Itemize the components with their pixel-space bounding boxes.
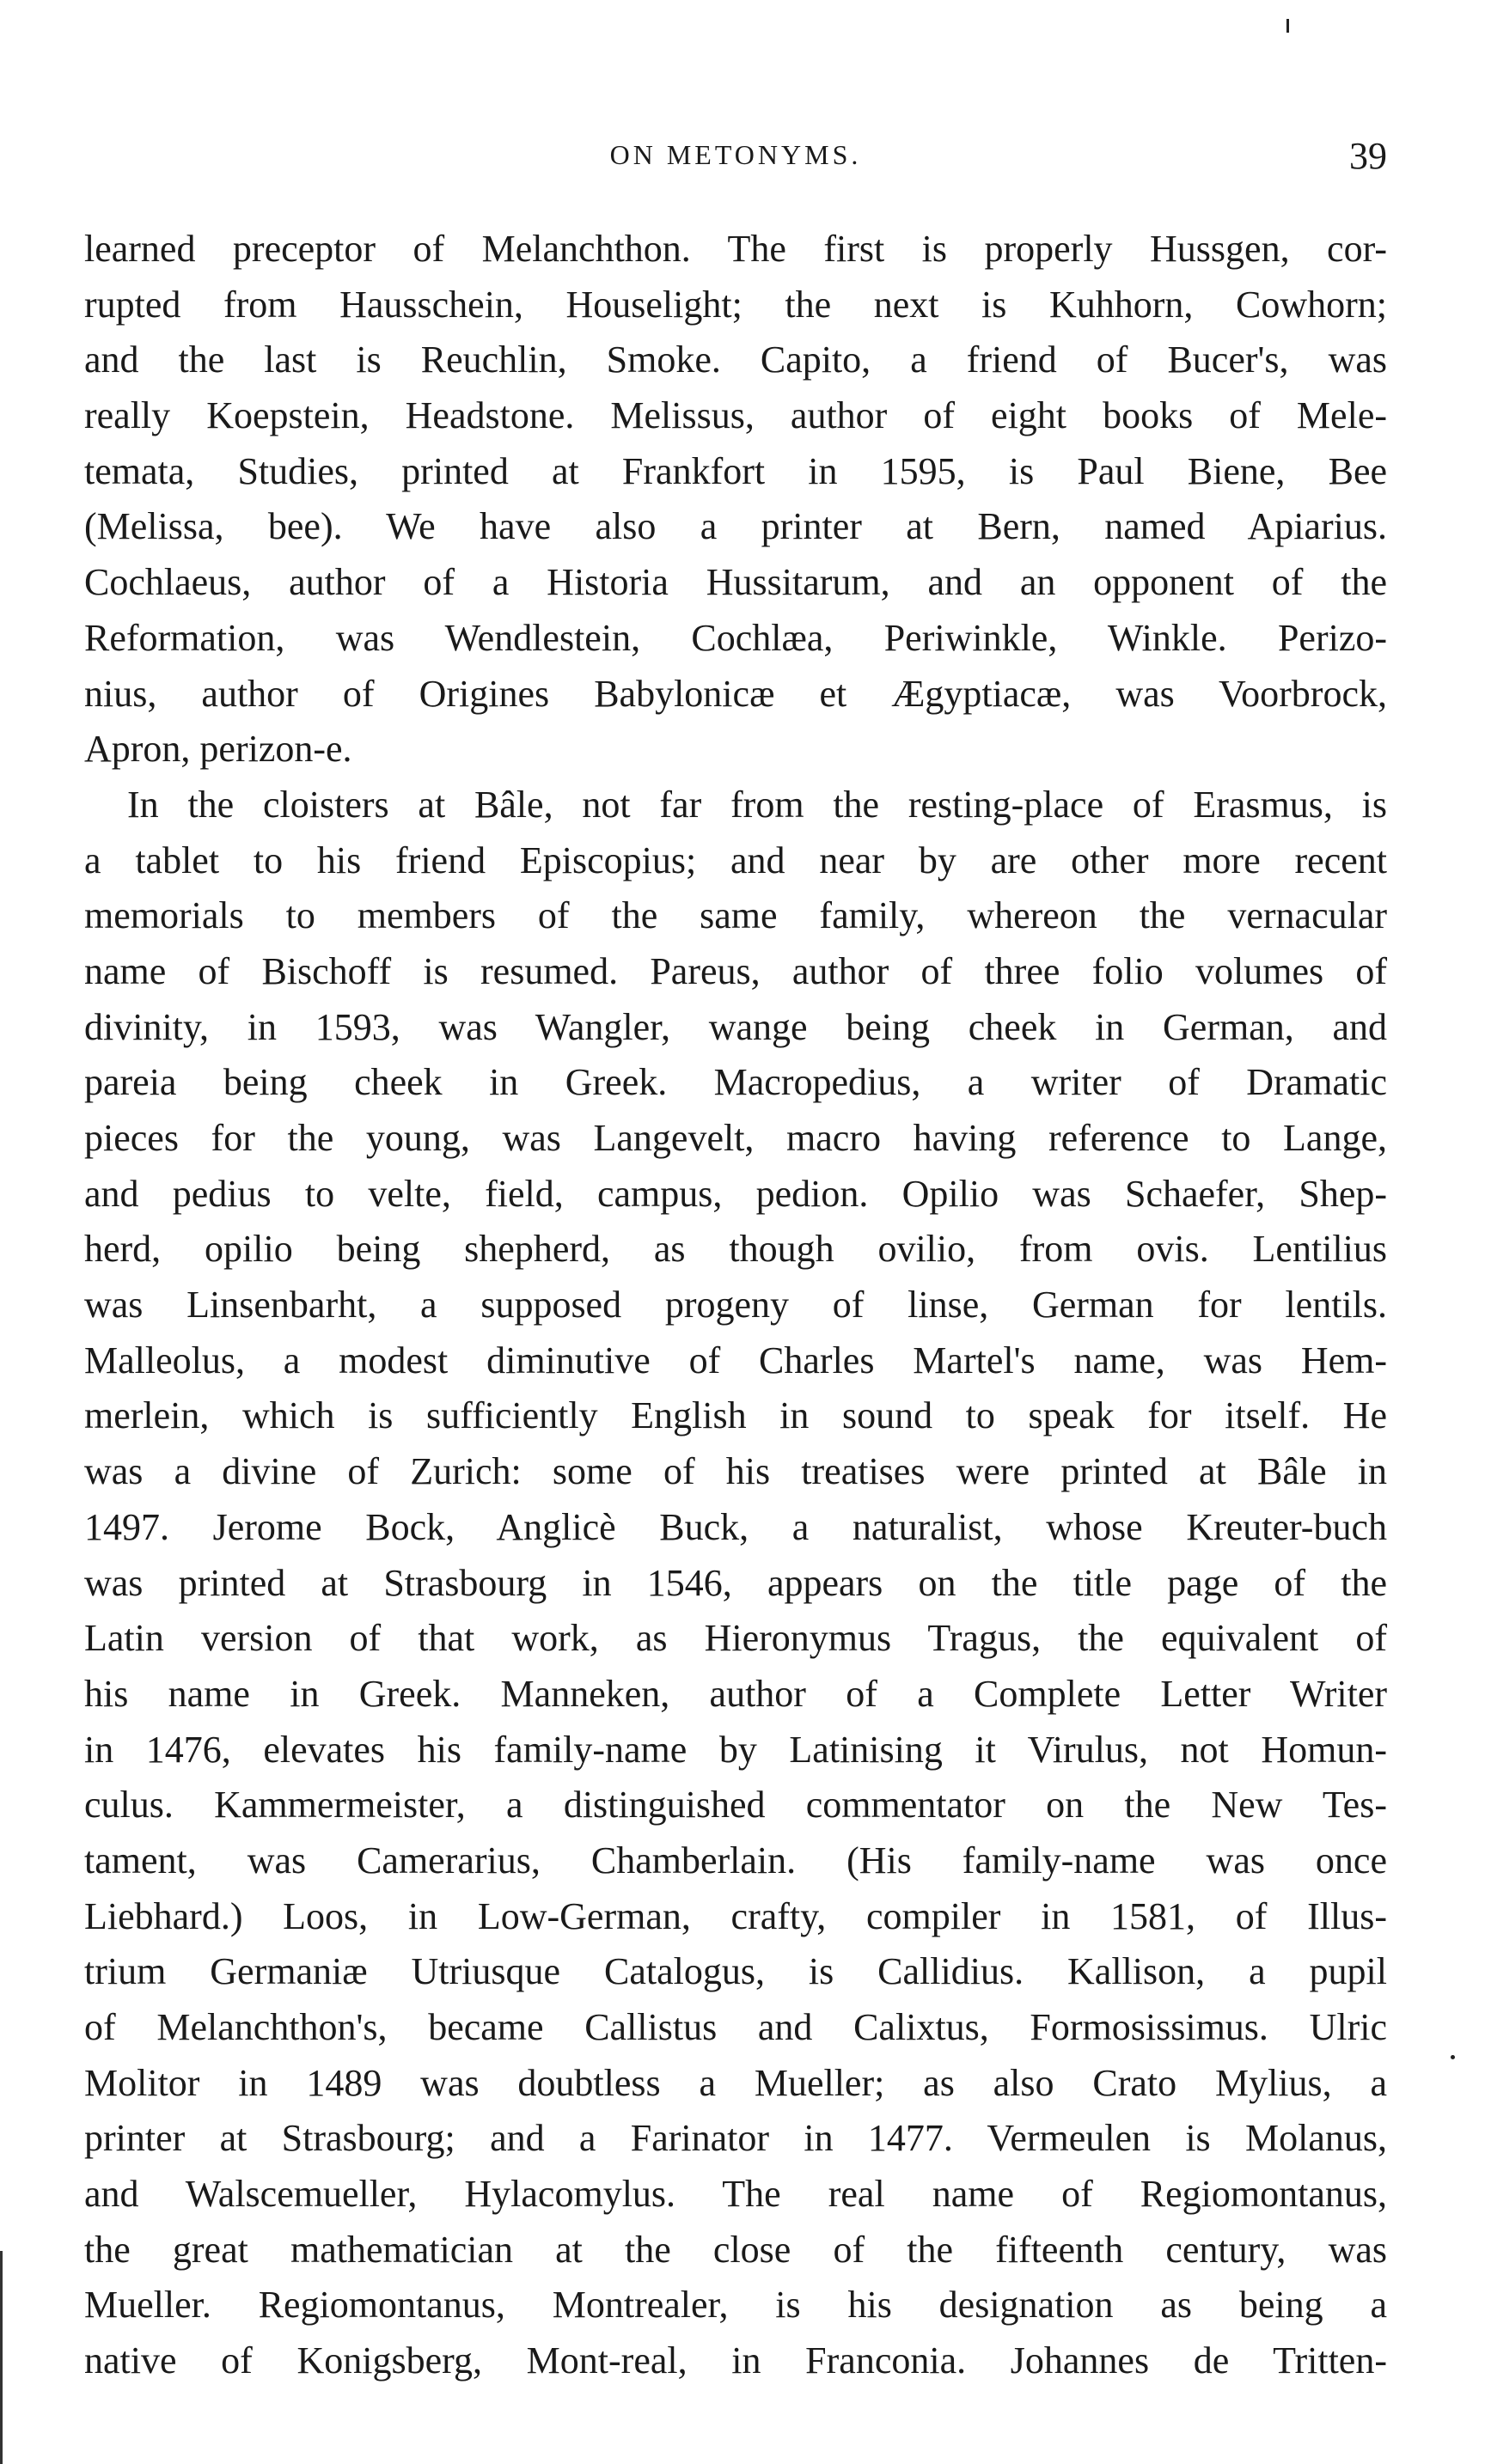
text-line: was a divine of Zurich: some of his treatises were printed at Bâle in: [84, 1450, 1387, 1493]
text-line: (Melissa, bee). We have also a printer at Bern, named Apiarius.: [84, 505, 1387, 548]
text-line: Reformation, was Wendlestein, Cochlæa, Periwinkle, Winkle. Perizo-: [84, 616, 1387, 659]
text-line: memorials to members of the same family, whereon the vernacular: [84, 894, 1387, 937]
text-line: a tablet to his friend Episcopius; and near by are other more recent: [84, 839, 1387, 881]
text-line: Mueller. Regiomontanus, Montrealer, is his designation as being a: [84, 2284, 1387, 2327]
text-line: Latin version of that work, as Hieronymus Tragus, the equivalent of: [84, 1617, 1387, 1660]
running-head: [84, 134, 1387, 186]
text-line: merlein, which is sufficiently English in sound to speak for itself. He: [84, 1394, 1387, 1437]
text-line: and the last is Reuchlin, Smoke. Capito, a friend of Bucer's, was: [84, 338, 1387, 381]
margin-tick-mark: [1286, 19, 1289, 33]
text-line: was printed at Strasbourg in 1546, appears on the title page of the: [84, 1561, 1387, 1604]
text-line: Molitor in 1489 was doubtless a Mueller; as also Crato Mylius, a: [84, 2061, 1387, 2104]
text-line: printer at Strasbourg; and a Farinator in 1477. Vermeulen is Molanus,: [84, 2117, 1387, 2160]
text-line: tament, was Camerarius, Chamberlain. (His family-name was once: [84, 1839, 1387, 1882]
text-line: pieces for the young, was Langevelt, macro having reference to Lange,: [84, 1117, 1387, 1159]
text-line: learned preceptor of Melanchthon. The first is properly Hussgen, cor-: [84, 228, 1387, 270]
text-line: Apron, perizon-e.: [84, 728, 352, 771]
margin-dot-mark: [1451, 2055, 1455, 2059]
text-line: Cochlaeus, author of a Historia Hussitarum, and an opponent of the: [84, 561, 1387, 604]
text-line: herd, opilio being shepherd, as though ovilio, from ovis. Lentilius: [84, 1228, 1387, 1271]
text-line: name of Bischoff is resumed. Pareus, author of three folio volumes of: [84, 949, 1387, 992]
text-line: pareia being cheek in Greek. Macropedius, a writer of Dramatic: [84, 1061, 1387, 1104]
page-number: 39: [1349, 135, 1387, 177]
scan-edge-line: [0, 2251, 3, 2464]
text-line: temata, Studies, printed at Frankfort in 1595, is Paul Biene, Bee: [84, 449, 1387, 492]
text-line: divinity, in 1593, was Wangler, wange being cheek in German, and: [84, 1005, 1387, 1048]
text-line: of Melanchthon's, became Callistus and Calixtus, Formosissimus. Ulric: [84, 2006, 1387, 2048]
text-line: was Linsenbarht, a supposed progeny of linse, German for lentils.: [84, 1284, 1387, 1327]
text-line: Liebhard.) Loos, in Low-German, crafty, compiler in 1581, of Illus-: [84, 1894, 1387, 1937]
text-line: Malleolus, a modest diminutive of Charles Martel's name, was Hem-: [84, 1339, 1387, 1381]
text-line: and pedius to velte, field, campus, pedion. Opilio was Schaefer, Shep-: [84, 1172, 1387, 1215]
text-line: the great mathematician at the close of the fifteenth century, was: [84, 2228, 1387, 2271]
text-line: his name in Greek. Manneken, author of a Complete Letter Writer: [84, 1672, 1387, 1715]
text-line: native of Konigsberg, Mont-real, in Franconia. Johannes de Tritten-: [84, 2339, 1387, 2382]
body-text: [84, 222, 1387, 2389]
text-line: and Walscemueller, Hylacomylus. The real name of Regiomontanus,: [84, 2173, 1387, 2216]
text-line: rupted from Hausschein, Houselight; the next is Kuhhorn, Cowhorn;: [84, 283, 1387, 326]
text-line: really Koepstein, Headstone. Melissus, author of eight books of Mele-: [84, 394, 1387, 437]
running-title: ON METONYMS.: [609, 139, 862, 170]
text-line: culus. Kammermeister, a distinguished commentator on the New Tes-: [84, 1784, 1387, 1827]
paragraph-start-line: In the cloisters at Bâle, not far from the resting-place of Erasmus, is: [127, 783, 1387, 826]
text-line: nius, author of Origines Babylonicæ et Ægyptiacæ, was Voorbrock,: [84, 672, 1387, 715]
text-line: in 1476, elevates his family-name by Latinising it Virulus, not Homun-: [84, 1728, 1387, 1771]
text-line: trium Germaniæ Utriusque Catalogus, is Callidius. Kallison, a pupil: [84, 1950, 1387, 1993]
text-line: 1497. Jerome Bock, Anglicè Buck, a naturalist, whose Kreuter-buch: [84, 1505, 1387, 1548]
